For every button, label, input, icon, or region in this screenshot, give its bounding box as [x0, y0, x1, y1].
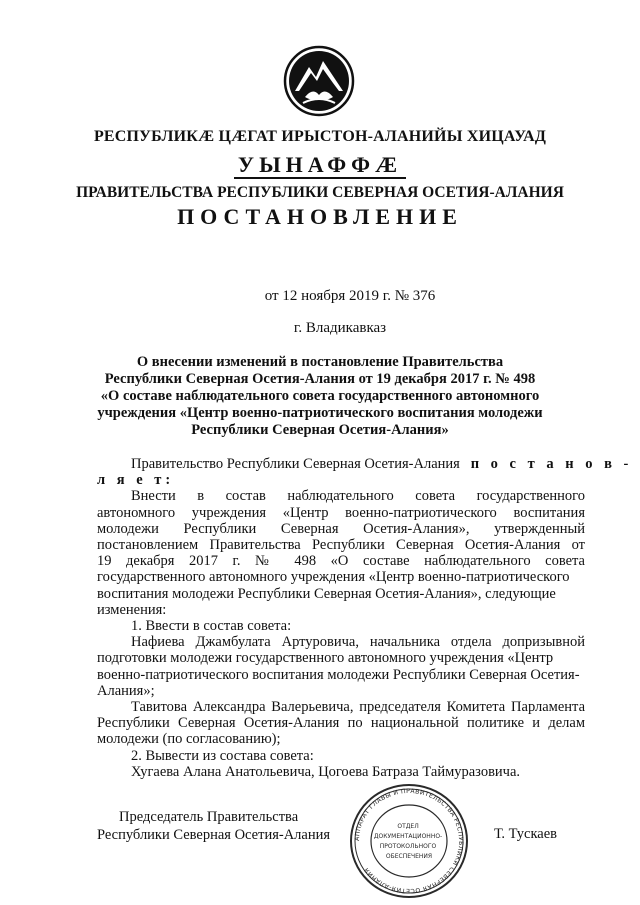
paragraph-line: Тавитова Александра Валерьевича, председателя Комитета Парламента	[131, 699, 585, 716]
paragraph-line: подготовки молодежи государственного автономного учреждения «Центр	[97, 650, 554, 667]
header-resolution-ossetian-text: УЫНАФФӔ	[234, 152, 406, 179]
signatory-position-line: Республики Северная Осетия-Алания	[97, 827, 331, 843]
list-item-remove: 2. Вывести из состава совета:	[131, 747, 314, 764]
paragraph-line: автономного учреждения «Центр военно-патриотического воспитания	[97, 504, 585, 521]
document-body	[97, 456, 633, 780]
paragraph-line: Нафиева Джамбулата Артуровича, начальника отдела допризывной	[131, 634, 585, 651]
signatory-position	[97, 808, 330, 844]
svg-text:ОТДЕЛ ДОКУМЕНТАЦИОННО-	[374, 823, 444, 860]
intro-decree-word: п о с т а н о в -	[470, 456, 633, 472]
title-line: учреждения «Центр военно-патриотического воспитания молодежи	[97, 405, 543, 421]
header-government-russian: ПРАВИТЕЛЬСТВА РЕСПУБЛИКИ СЕВЕРНАЯ ОСЕТИЯ-АЛАНИЯ	[76, 184, 564, 201]
coat-of-arms-emblem	[283, 45, 355, 117]
paragraph-line: военно-патриотического воспитания молодежи Республики Северная Осетия-	[97, 666, 580, 683]
title-line: «О составе наблюдательного совета государственного автономного	[100, 388, 540, 404]
document-date-number: от 12 ноября 2019 г. № 376	[264, 288, 436, 304]
official-seal-stamp	[348, 782, 470, 900]
title-line: Республики Северная Осетия-Алания»	[191, 422, 449, 438]
paragraph-line: постановлением Правительства Республики Северная Осетия-Алания от	[97, 537, 585, 554]
header-resolution-ossetian	[0, 152, 640, 178]
list-item-add: 1. Ввести в состав совета:	[131, 618, 292, 635]
signatory-name: Т. Тускаев	[494, 826, 558, 842]
paragraph-line: молодежи Республики Северная Осетия-Алания», утвержденный	[97, 520, 585, 537]
stamp-center-line: ДОКУМЕНТАЦИОННО-	[373, 833, 443, 840]
paragraph-line: 19 декабря 2017 г. № 498 «О составе наблюдательного совета	[97, 553, 585, 570]
paragraph-line: государственного автономного учреждения «Центр военно-патриотического	[97, 569, 570, 586]
title-line: Республики Северная Осетия-Алания от 19 декабря 2017 г. № 498	[104, 371, 536, 387]
paragraph-line: молодежи (по согласованию);	[97, 731, 281, 748]
stamp-center-line: ОБЕСПЕЧЕНИЯ	[385, 853, 433, 860]
intro-line	[97, 456, 633, 472]
stamp-center-line: ОТДЕЛ	[397, 823, 419, 830]
header-ossetian-government: РЕСПУБЛИКӔ ЦӔГАТ ИРЫСТОН-АЛАНИЙЫ ХИЦАУАД	[93, 128, 547, 145]
paragraph-line: воспитания молодежи Республики Северная Осетия-Алания», следующие	[97, 585, 556, 602]
stamp-ring-text: АППАРАТ ГЛАВЫ И ПРАВИТЕЛЬСТВА РЕСПУБЛИКИ СЕВЕРНАЯ ОСЕТИЯ-АЛАНИЯ	[353, 787, 465, 895]
paragraph-line: изменения:	[97, 601, 167, 618]
document-city: г. Владикавказ	[293, 320, 387, 336]
signatory-position-line: Председатель Правительства	[119, 809, 299, 825]
intro-text: Правительство Республики Северная Осетия-Алания	[131, 456, 460, 472]
title-line: О внесении изменений в постановление Правительства	[136, 354, 504, 370]
document-title	[0, 354, 640, 439]
paragraph-line: Алания»;	[97, 682, 155, 699]
paragraph-line: Внести в состав наблюдательного совета государственного	[131, 488, 585, 505]
header-resolution-russian: ПОСТАНОВЛЕНИЕ	[177, 204, 463, 229]
paragraph-line: Республики Северная Осетия-Алания по национальной политике и делам	[97, 715, 585, 732]
intro-decree-word-end: л я е т:	[97, 472, 175, 489]
paragraph-line: Хугаева Алана Анатольевича, Цогоева Батраза Таймуразовича.	[131, 763, 521, 780]
stamp-center-line: ПРОТОКОЛЬНОГО	[379, 843, 437, 850]
